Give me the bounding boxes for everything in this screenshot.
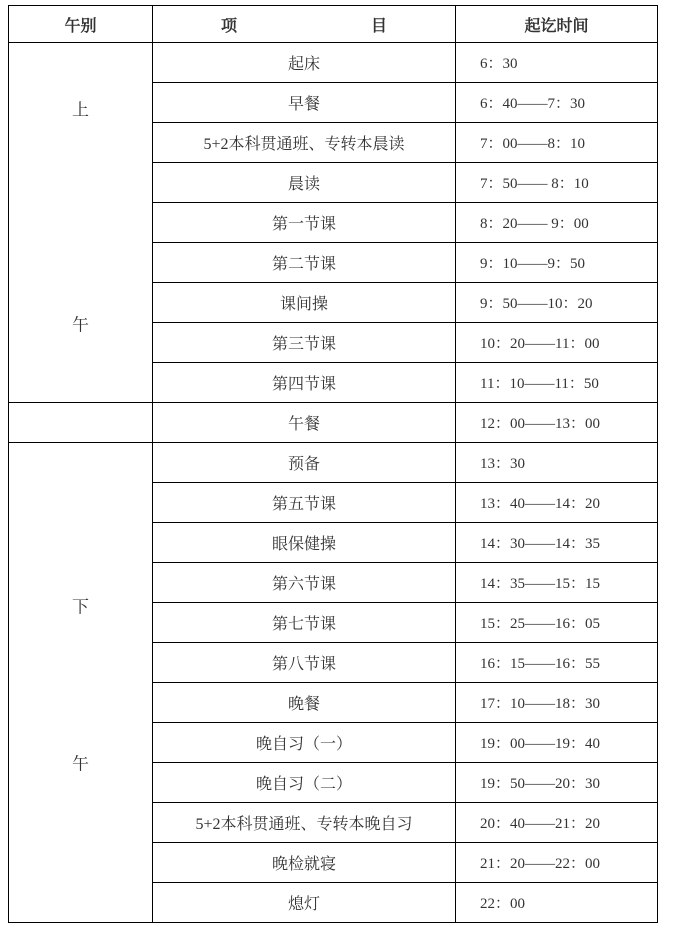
- schedule-row: [9, 43, 658, 83]
- item-cell: 起床: [153, 43, 456, 83]
- item-cell: 5+2本科贯通班、专转本晚自习: [153, 803, 456, 843]
- time-cell: 17：10——18：30: [456, 683, 658, 723]
- item-cell: 晚自习（一）: [153, 723, 456, 763]
- period-cell-lunch: [9, 403, 153, 443]
- time-cell: 13：30: [456, 443, 658, 483]
- time-cell: 13：40——14：20: [456, 483, 658, 523]
- period-afternoon-char-bottom: 午: [72, 754, 89, 774]
- item-cell: 第七节课: [153, 603, 456, 643]
- period-morning-char-top: 上: [72, 100, 89, 120]
- item-cell: 第三节课: [153, 323, 456, 363]
- time-cell: 20：40——21：20: [456, 803, 658, 843]
- item-cell: 晚检就寝: [153, 843, 456, 883]
- item-cell: 晚自习（二）: [153, 763, 456, 803]
- time-cell: 21：20——22：00: [456, 843, 658, 883]
- header-item-char-first: 项: [220, 17, 237, 35]
- schedule-row: [9, 443, 658, 483]
- time-cell: 6：30: [456, 43, 658, 83]
- time-cell: 9：10——9：50: [456, 243, 658, 283]
- period-cell-afternoon: [9, 443, 153, 923]
- item-cell: 早餐: [153, 83, 456, 123]
- time-cell: 6：40——7：30: [456, 83, 658, 123]
- time-cell: 11：10——11：50: [456, 363, 658, 403]
- time-cell: 15：25——16：05: [456, 603, 658, 643]
- time-cell: 14：35——15：15: [456, 563, 658, 603]
- time-cell: 7：00——8：10: [456, 123, 658, 163]
- header-time: 起讫时间: [456, 6, 658, 43]
- time-cell: 12：00——13：00: [456, 403, 658, 443]
- item-cell: 晚餐: [153, 683, 456, 723]
- item-cell: 眼保健操: [153, 523, 456, 563]
- header-period: 午别: [9, 6, 153, 43]
- schedule-table: [8, 5, 658, 923]
- period-cell-morning: [9, 43, 153, 403]
- header-item-wrap: [221, 13, 387, 36]
- item-cell: 第四节课: [153, 363, 456, 403]
- item-cell: 预备: [153, 443, 456, 483]
- time-cell: 22：00: [456, 883, 658, 923]
- time-cell: 9：50——10：20: [456, 283, 658, 323]
- item-cell: 第一节课: [153, 203, 456, 243]
- time-cell: 10：20——11：00: [456, 323, 658, 363]
- item-cell: 熄灯: [153, 883, 456, 923]
- time-cell: 8：20—— 9：00: [456, 203, 658, 243]
- period-morning-char-bottom: 午: [72, 315, 89, 335]
- item-cell: 第五节课: [153, 483, 456, 523]
- item-cell: 午餐: [153, 403, 456, 443]
- time-cell: 14：30——14：35: [456, 523, 658, 563]
- item-cell: 第八节课: [153, 643, 456, 683]
- item-cell: 5+2本科贯通班、专转本晨读: [153, 123, 456, 163]
- item-cell: 晨读: [153, 163, 456, 203]
- time-cell: 19：00——19：40: [456, 723, 658, 763]
- header-item: [153, 6, 456, 43]
- time-cell: 19：50——20：30: [456, 763, 658, 803]
- item-cell: 第六节课: [153, 563, 456, 603]
- time-cell: 7：50—— 8：10: [456, 163, 658, 203]
- header-item-char-second: 目: [371, 17, 388, 35]
- time-cell: 16：15——16：55: [456, 643, 658, 683]
- period-afternoon-char-top: 下: [72, 597, 89, 617]
- schedule-row: [9, 403, 658, 443]
- item-cell: 课间操: [153, 283, 456, 323]
- header-row: [9, 6, 658, 43]
- item-cell: 第二节课: [153, 243, 456, 283]
